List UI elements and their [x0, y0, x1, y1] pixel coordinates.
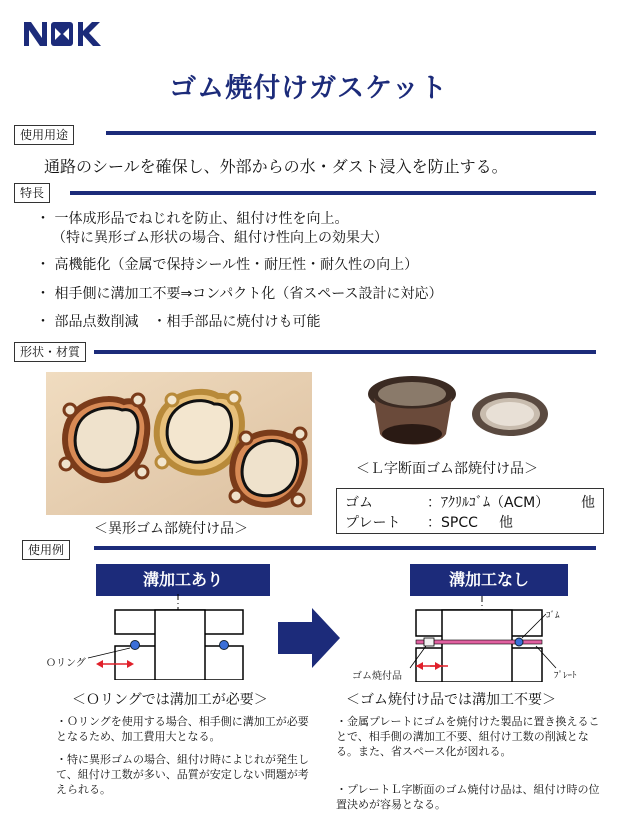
plate-callout: ﾌﾟﾚｰﾄ	[554, 671, 577, 681]
section-rule	[94, 350, 596, 354]
section-rule	[106, 131, 596, 135]
material-value: ：ｱｸﾘﾙｺﾞﾑ（ACM）	[427, 495, 550, 511]
feature-item: ・ 一体成形品でねじれを防止、組付け性を向上。	[36, 211, 349, 227]
section-label-usage: 使用用途	[14, 125, 74, 145]
l-section-gasket-photo	[360, 368, 560, 453]
bonded-subtitle: ＜ゴム焼付け品では溝加工不要＞	[346, 692, 556, 708]
feature-item: ・ 部品点数削減 ・相手部品に焼付けも可能	[36, 314, 321, 330]
material-label: プレート	[345, 515, 401, 531]
o-ring-note: ・Ｏリングを使用する場合、相手側に溝加工が必要となるため、加工費用大となる。	[56, 715, 309, 743]
material-note: 他	[581, 495, 595, 511]
banner-without-groove: 溝加工なし	[410, 564, 568, 596]
bonded-note: ・金属プレートにゴムを焼付けた製品に置き換えることで、相手側の溝加工不要、組付け工数の削減となる。また、省スペース化が図れる。	[336, 715, 600, 758]
photo-caption-odd-shape: ＜異形ゴム部焼付け品＞	[94, 521, 248, 537]
bonded-part-callout: ゴム焼付品	[352, 671, 402, 682]
section-label-features: 特長	[14, 183, 50, 203]
o-ring-diagram	[60, 594, 260, 680]
feature-item: ・ 相手側に溝加工不要⇒コンパクト化（省スペース設計に対応）	[36, 286, 443, 302]
section-label-examples: 使用例	[22, 540, 70, 560]
section-rule	[70, 191, 596, 195]
purpose-text: 通路のシールを確保し、外部からの水・ダスト浸入を防止する。	[44, 157, 508, 176]
rubber-callout: ｺﾞﾑ	[546, 611, 560, 621]
o-ring-subtitle: ＜Ｏリングでは溝加工が必要＞	[72, 692, 268, 708]
o-ring-note: ・特に異形ゴムの場合、組付け時によじれが発生して、組付け工数が多い、品質が安定しない問題が考えられる。	[56, 753, 309, 796]
material-value: ：SPCC	[427, 515, 478, 531]
bonded-note: ・プレートＬ字断面のゴム焼付け品は、組付け時の位置決めが容易となる。	[336, 783, 600, 811]
photo-caption-l-section: ＜Ｌ字断面ゴム部焼付け品＞	[356, 461, 538, 477]
right-arrow-icon	[278, 608, 340, 668]
material-note: 他	[499, 515, 513, 531]
material-label: ゴム	[345, 495, 373, 511]
banner-with-groove: 溝加工あり	[96, 564, 270, 596]
section-rule	[94, 546, 596, 550]
o-ring-callout: Ｏリング	[46, 658, 86, 669]
feature-item: ・ 高機能化（金属で保持シール性・耐圧性・耐久性の向上）	[36, 257, 419, 273]
nok-logo	[22, 18, 106, 48]
section-label-shape: 形状・材質	[14, 342, 86, 362]
material-table	[336, 488, 604, 534]
page-title: ゴム焼付けガスケット	[169, 73, 448, 104]
feature-item: （特に異形ゴム形状の場合、組付け性向上の効果大）	[52, 230, 388, 246]
odd-shape-gasket-photo	[46, 372, 312, 515]
